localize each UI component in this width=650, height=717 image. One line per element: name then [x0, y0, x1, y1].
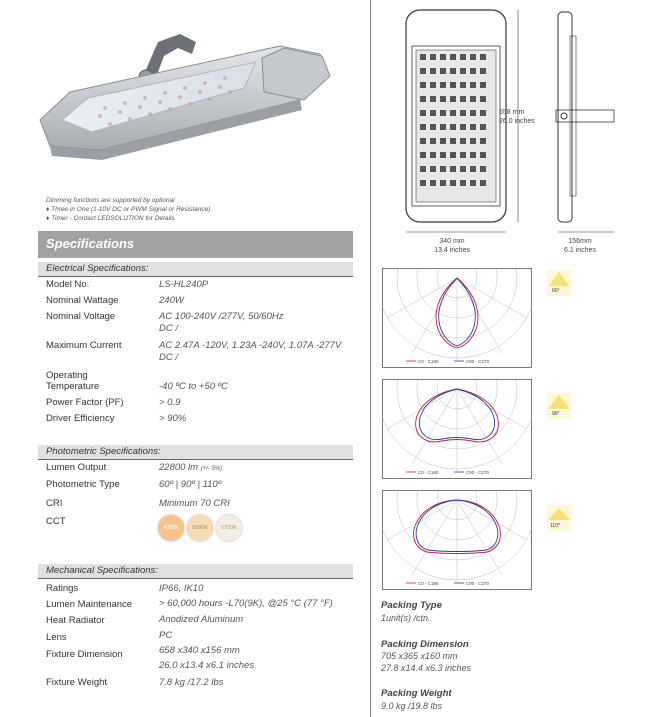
spec-label: Lumen Output	[46, 462, 107, 473]
spec-value: AC 100-240V /277V, 50/60Hz	[159, 311, 284, 322]
spec-value	[159, 462, 222, 475]
height-in: 26.0 inches	[499, 118, 535, 125]
product-photo	[30, 30, 350, 190]
photometric-section-bar	[38, 445, 353, 459]
packing-type-value: 1unit(s) /ctn.	[381, 613, 431, 623]
spec-label: Nominal Wattage	[46, 295, 119, 306]
depth-mm: 156mm	[568, 238, 592, 245]
packing-weight-title: Packing Weight	[381, 688, 452, 699]
beam-label-60: 60°	[552, 288, 560, 294]
lumen-tolerance: (+/- 5%)	[200, 466, 223, 472]
polar-legend-1: C0 - C180	[418, 581, 439, 586]
spec-value: 60º | 90º | 110º	[159, 479, 222, 490]
spec-value: DC /	[159, 323, 178, 334]
specifications-header	[38, 231, 353, 258]
spec-value: DC /	[159, 352, 178, 363]
packing-dimension-value: 705 x365 x160 mm	[381, 651, 458, 661]
spec-label: Maximum Current	[46, 340, 122, 351]
spec-label: Lens	[46, 632, 67, 643]
spec-label: Ratings	[46, 583, 79, 594]
width-in: 13.4 inches	[434, 247, 470, 254]
dimming-note-line: ♦ Three in One (1-10V DC or PWM Signal or Resistance)	[46, 206, 211, 213]
spec-value: > 90%	[159, 413, 187, 424]
beam-label-110: 110°	[550, 523, 560, 529]
divider	[38, 578, 353, 579]
spec-value: 26.0 x13.4 x6.1 inches	[159, 660, 255, 671]
spec-label: Heat Radiator	[46, 615, 105, 626]
mechanical-section-bar	[38, 564, 353, 578]
divider	[38, 276, 353, 277]
spec-label: Operating	[46, 370, 88, 381]
spec-label: CCT	[46, 516, 66, 527]
electrical-heading: Electrical Specifications:	[46, 263, 149, 274]
polar-legend-2: C90 - C270	[466, 359, 490, 364]
polar-chart-90	[382, 379, 532, 479]
spec-value: 240W	[159, 295, 184, 306]
lumen-value: 22800 lm	[159, 462, 199, 473]
spec-value: -40 ºC to +50 ºC	[159, 381, 228, 392]
front-view-drawing	[392, 6, 532, 256]
spec-value: 7.8 kg /17.2 lbs	[159, 677, 224, 688]
spec-value: 658 x340 x156 mm	[159, 645, 240, 656]
beam-label-90: 90°	[552, 411, 560, 417]
cct-option-5000k: 5000K	[187, 515, 213, 541]
column-divider	[370, 0, 371, 717]
spec-label: CRI	[46, 498, 63, 509]
spec-label: Driver Efficiency	[46, 413, 115, 424]
spec-value: PC	[159, 630, 173, 641]
electrical-section-bar	[38, 262, 353, 276]
cct-option-5700k: 5700K	[216, 515, 242, 541]
spec-value: IP66, IK10	[159, 583, 204, 594]
polar-legend-2: C90 - C270	[466, 581, 490, 586]
height-mm: 658 mm	[499, 109, 525, 116]
dimming-note-line: Dimming functions are supported by optional	[46, 197, 175, 204]
cct-option-4000k: 4000K	[158, 515, 184, 541]
width-mm: 340 mm	[439, 238, 465, 245]
spec-label: Power Factor (PF)	[46, 397, 124, 408]
spec-value: AC 2.47A -120V, 1.23A -240V, 1.07A -277V	[159, 340, 342, 351]
photometric-heading: Photometric Specifications:	[46, 446, 161, 457]
spec-label: Nominal Voltage	[46, 311, 116, 322]
beam-badge-110	[547, 505, 571, 531]
mechanical-heading: Mechanical Specifications:	[46, 565, 158, 576]
polar-legend-1: C0 - C180	[418, 470, 439, 475]
dimming-notes	[46, 196, 210, 223]
spec-label: Fixture Weight	[46, 677, 108, 688]
spec-label: Model No.	[46, 279, 90, 290]
polar-legend-2: C90 - C270	[466, 470, 490, 475]
spec-value: > 60,000 hours -L70(9K), @25 °C (77 °F)	[159, 598, 333, 609]
depth-dimension	[558, 237, 602, 255]
spec-value: Minimum 70 CRI	[159, 498, 230, 509]
beam-badge-60	[547, 270, 571, 296]
spec-value: LS-HL240P	[159, 279, 209, 290]
spec-label: Temperature	[46, 381, 100, 392]
spec-value: > 0.9	[159, 397, 181, 408]
spec-label: Fixture Dimension	[46, 649, 123, 660]
specifications-title: Specifications	[46, 236, 135, 251]
spec-label: Photometric Type	[46, 479, 120, 490]
polar-chart-110	[382, 490, 532, 590]
spec-value: Anodized Aluminum	[159, 614, 244, 625]
packing-dimension-value: 27.8 x14.4 x6.3 inches	[381, 663, 472, 673]
packing-weight-value: 9.0 kg /19.8 lbs	[381, 701, 443, 711]
dimming-note-line: ♦ Timer - Contact LEDSOLUTION for Details	[46, 215, 175, 222]
packing-type-title: Packing Type	[381, 600, 442, 611]
side-view-drawing	[540, 6, 620, 256]
width-dimension	[422, 237, 482, 255]
polar-chart-60	[382, 268, 532, 368]
spec-label: Lumen Maintenance	[46, 599, 133, 610]
packing-dimension-title: Packing Dimension	[381, 639, 469, 650]
beam-badge-90	[547, 393, 571, 419]
depth-in: 6.1 inches	[564, 247, 596, 254]
polar-legend-1: C0 - C180	[418, 359, 439, 364]
divider	[38, 459, 353, 460]
